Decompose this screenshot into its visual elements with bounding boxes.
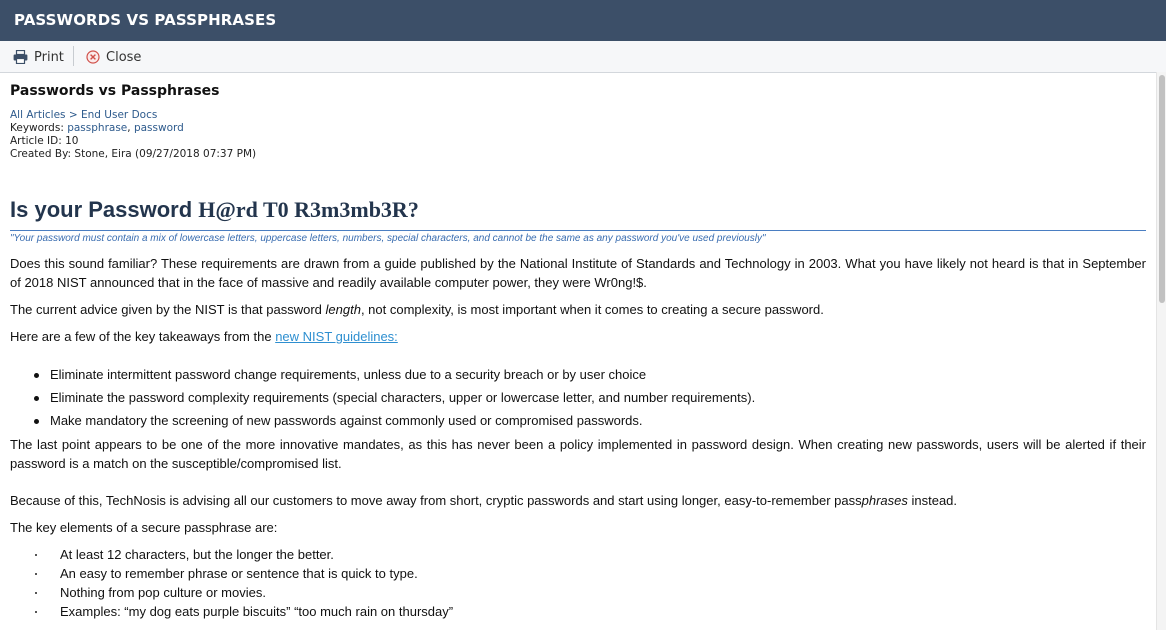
list-item: Make mandatory the screening of new passwords against commonly used or compromised passwords. bbox=[50, 413, 643, 428]
toolbar bbox=[0, 41, 1166, 73]
close-label: Close bbox=[106, 49, 142, 65]
paragraph-takeaways-intro bbox=[10, 328, 1146, 347]
keyword-link[interactable]: password bbox=[133, 122, 184, 134]
paragraph-current-advice bbox=[10, 301, 1146, 320]
bullet-icon bbox=[35, 573, 37, 575]
heading-part-1: Is your Password bbox=[10, 197, 199, 222]
emphasis-phrases: phrases bbox=[861, 493, 908, 508]
text-span: Because of this, TechNosis is advising all our customers to move away from short, cryptic passwords and start using longer, easy-to-remember pass bbox=[10, 493, 862, 508]
paragraph-intro: Does this sound familiar? These requirements are drawn from a guide published by the National Institute of Standards and Technology in 2003. What you have likely not heard is that in September of 2018 NIST announced that in the face of massive and readily available computer power, they were Wr0ng!$. bbox=[10, 256, 1146, 290]
text-span: Here are a few of the key takeaways from the bbox=[10, 329, 276, 344]
nist-guidelines-link[interactable]: new NIST guidelines: bbox=[275, 329, 398, 344]
bullet-icon bbox=[34, 373, 39, 378]
breadcrumb-separator: > bbox=[68, 109, 78, 121]
list-item: At least 12 characters, but the longer the better. bbox=[60, 547, 334, 562]
keyword-separator: , bbox=[127, 122, 131, 134]
window-titlebar bbox=[0, 0, 1166, 41]
paragraph-recommendation bbox=[10, 492, 1146, 511]
text-span: instead. bbox=[907, 493, 958, 508]
article-content[interactable] bbox=[0, 72, 1157, 630]
created-by: Created By: Stone, Eira (09/27/2018 07:37 PM) bbox=[10, 148, 257, 160]
keywords-label: Keywords: bbox=[10, 122, 64, 134]
close-button[interactable] bbox=[86, 47, 141, 67]
emphasis-length: length bbox=[325, 302, 361, 317]
list-item: Examples: “my dog eats purple biscuits” “too much rain on thursday” bbox=[60, 604, 454, 619]
paragraph-key-elements: The key elements of a secure passphrase are: bbox=[10, 520, 278, 535]
breadcrumb-all-articles[interactable]: All Articles bbox=[10, 109, 66, 121]
printer-icon bbox=[13, 50, 28, 64]
article-title: Passwords vs Passphrases bbox=[10, 83, 220, 99]
heading-rule bbox=[10, 230, 1146, 231]
heading-part-2: H@rd T0 R3m3mb3R? bbox=[198, 197, 419, 222]
article-heading bbox=[10, 197, 419, 223]
close-circle-icon bbox=[86, 50, 100, 64]
text-span: , not complexity, is most important when it comes to creating a secure password. bbox=[360, 302, 824, 317]
breadcrumb bbox=[10, 109, 157, 121]
window-title: PASSWORDS VS PASSPHRASES bbox=[14, 11, 277, 29]
bullet-icon bbox=[35, 592, 37, 594]
bullet-icon bbox=[34, 419, 39, 424]
scrollbar-thumb[interactable] bbox=[1159, 75, 1165, 303]
breadcrumb-category[interactable]: End User Docs bbox=[81, 109, 158, 121]
keyword-link[interactable]: passphrase bbox=[67, 122, 128, 134]
list-item: Eliminate intermittent password change requirements, unless due to a security breach or by user choice bbox=[50, 367, 647, 382]
list-item: An easy to remember phrase or sentence that is quick to type. bbox=[60, 566, 418, 581]
text-span: The current advice given by the NIST is that password bbox=[10, 302, 326, 317]
list-item: Nothing from pop culture or movies. bbox=[60, 585, 266, 600]
list-item: Eliminate the password complexity requirements (special characters, upper or lowercase letter, and number requirements). bbox=[50, 390, 756, 405]
print-button[interactable] bbox=[13, 47, 64, 67]
paragraph-last-point: The last point appears to be one of the more innovative mandates, as this has never been a policy implemented in password design. When creating new passwords, users will be alerted if their password is a match on the susceptible/compromised list. bbox=[10, 437, 1146, 471]
keywords-line bbox=[10, 122, 184, 134]
bullet-icon bbox=[35, 554, 37, 556]
bullet-icon bbox=[34, 396, 39, 401]
print-label: Print bbox=[34, 49, 64, 65]
toolbar-separator bbox=[73, 46, 74, 66]
requirements-quote: "Your password must contain a mix of lowercase letters, uppercase letters, numbers, special characters, and cannot be the same as any password you've used previously" bbox=[10, 233, 766, 244]
article-id: Article ID: 10 bbox=[10, 135, 79, 147]
bullet-icon bbox=[35, 611, 37, 613]
